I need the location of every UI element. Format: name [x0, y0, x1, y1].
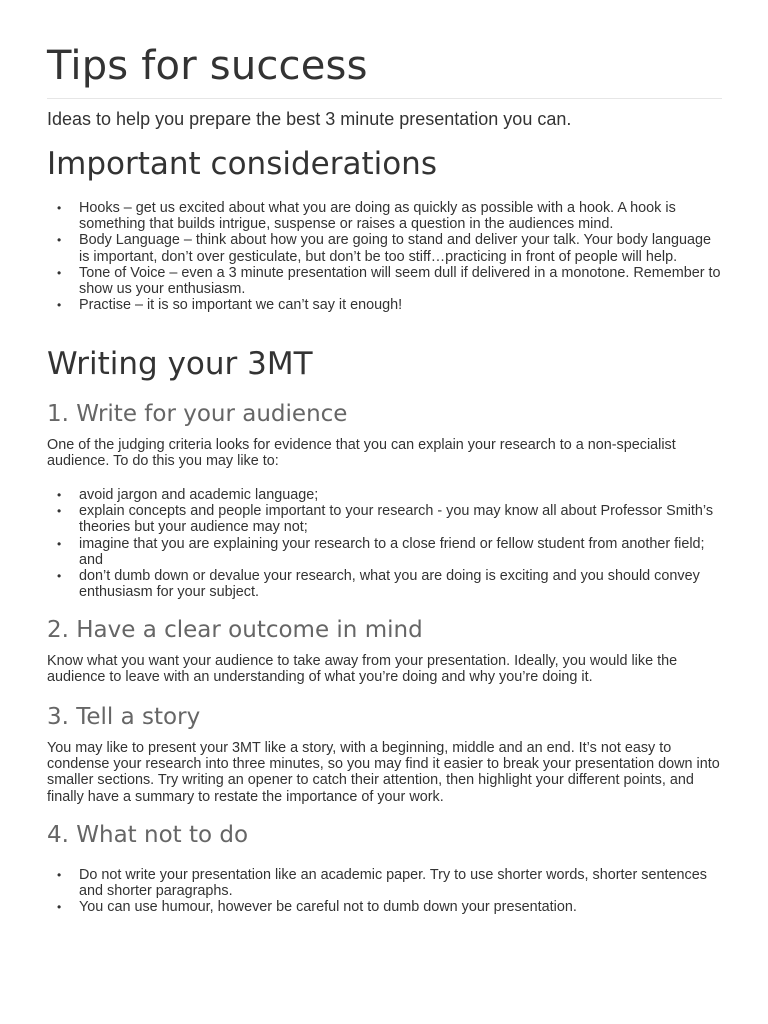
- story-text: You may like to present your 3MT like a story, with a beginning, middle and an end. It’s not easy to condense your research into three minutes, so you may find it easier to break your presentation down into smaller sections. Try writing an opener to catch their attention, then highlight your different points, and finally have a summary to restate the importance of your work.: [47, 740, 720, 805]
- lead-paragraph: Ideas to help you prepare the best 3 minute presentation you can.: [47, 109, 572, 129]
- list-item: • explain concepts and people important to your research - you may know all about Professor Smith’s theories but your audience may not;: [47, 503, 722, 535]
- audience-intro: One of the judging criteria looks for evidence that you can explain your research to a non-specialist audience. To do this you may like to:: [47, 437, 676, 470]
- not-to-do-heading: 4. What not to do: [47, 822, 249, 848]
- audience-list: [47, 487, 722, 600]
- considerations-list: [47, 200, 722, 313]
- list-item: • avoid jargon and academic language;: [47, 487, 722, 503]
- not-to-do-list: [47, 867, 722, 916]
- list-item: • You can use humour, however be careful not to dumb down your presentation.: [47, 899, 722, 915]
- list-item: • Hooks – get us excited about what you are doing as quickly as possible with a hook. A hook is something that builds intrigue, suspense or raises a question in the audiences mind.: [47, 200, 722, 232]
- list-item: • Body Language – think about how you are going to stand and deliver your talk. Your body language is important, don’t over gesticulate, but don’t be too stiff…practicing in front of people will help.: [47, 232, 722, 264]
- page-title: Tips for success: [47, 43, 368, 89]
- story-heading: 3. Tell a story: [47, 704, 201, 730]
- list-item: • Do not write your presentation like an academic paper. Try to use shorter words, shorter sentences and shorter paragraphs.: [47, 867, 722, 899]
- audience-heading: 1. Write for your audience: [47, 401, 348, 427]
- list-item: • don’t dumb down or devalue your research, what you are doing is exciting and you should convey enthusiasm for your subject.: [47, 568, 722, 600]
- outcome-heading: 2. Have a clear outcome in mind: [47, 617, 423, 643]
- title-divider: [47, 98, 722, 99]
- writing-heading: Writing your 3MT: [47, 346, 313, 382]
- list-item: • Practise – it is so important we can’t say it enough!: [47, 297, 722, 313]
- outcome-text: Know what you want your audience to take away from your presentation. Ideally, you would like the audience to leave with an understanding of what you’re doing and why you’re doing it.: [47, 653, 678, 686]
- list-item: • Tone of Voice – even a 3 minute presentation will seem dull if delivered in a monotone. Remember to show us your enthusiasm.: [47, 265, 722, 297]
- list-item: • imagine that you are explaining your research to a close friend or fellow student from another field; and: [47, 536, 722, 568]
- considerations-heading: Important considerations: [47, 146, 437, 182]
